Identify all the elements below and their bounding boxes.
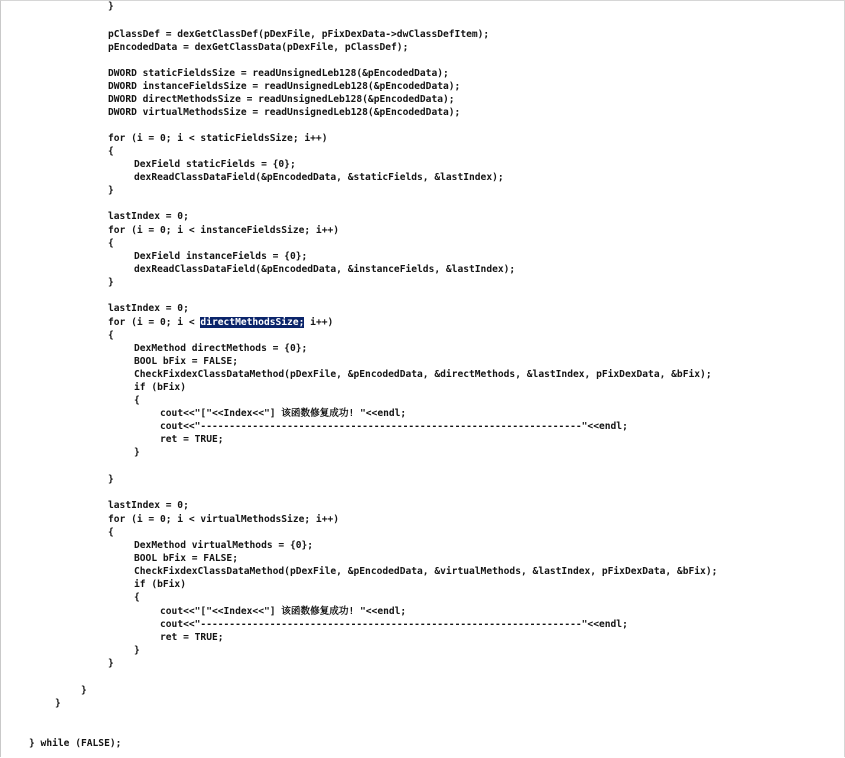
code-line: } — [108, 658, 114, 669]
code-line: { — [134, 395, 140, 406]
code-text: i++) — [304, 317, 334, 328]
code-line: } — [108, 474, 114, 485]
code-line: { — [108, 330, 114, 341]
code-line: cout<<"["<<Index<<"] 该函数修复成功! "<<endl; — [160, 606, 407, 617]
code-line: BOOL bFix = FALSE; — [134, 553, 238, 564]
code-line: DexMethod directMethods = {0}; — [134, 343, 308, 354]
code-line: lastIndex = 0; — [108, 500, 189, 511]
code-line: if (bFix) — [134, 579, 186, 590]
code-line: lastIndex = 0; — [108, 211, 189, 222]
code-line: DWORD directMethodsSize = readUnsignedLeb128(&pEncodedData); — [108, 94, 455, 105]
text-selection[interactable]: directMethodsSize; — [200, 317, 305, 328]
code-line: { — [108, 527, 114, 538]
code-area[interactable] — [1, 1, 845, 758]
code-line: cout<<"------------------------------------------------------------------"<<endl; — [160, 421, 628, 432]
code-line: for (i = 0; i < instanceFieldsSize; i++) — [108, 225, 340, 236]
code-line: } — [81, 685, 87, 696]
code-line: DexMethod virtualMethods = {0}; — [134, 540, 314, 551]
code-line: } — [134, 645, 140, 656]
code-line: CheckFixdexClassDataMethod(pDexFile, &pEncodedData, &virtualMethods, &lastIndex, pFixDexData, &bFix); — [134, 566, 718, 577]
code-line: DWORD instanceFieldsSize = readUnsignedLeb128(&pEncodedData); — [108, 81, 461, 92]
code-line: pEncodedData = dexGetClassData(pDexFile, pClassDef); — [108, 42, 409, 53]
code-line: { — [108, 146, 114, 157]
code-line: } — [108, 277, 114, 288]
code-line: DexField instanceFields = {0}; — [134, 251, 308, 262]
code-line: dexReadClassDataField(&pEncodedData, &instanceFields, &lastIndex); — [134, 264, 516, 275]
code-line: BOOL bFix = FALSE; — [134, 356, 238, 367]
code-line: DWORD virtualMethodsSize = readUnsignedLeb128(&pEncodedData); — [108, 107, 461, 118]
code-line: { — [134, 592, 140, 603]
code-line: { — [108, 238, 114, 249]
code-line: ret = TRUE; — [160, 434, 224, 445]
code-line: dexReadClassDataField(&pEncodedData, &staticFields, &lastIndex); — [134, 172, 504, 183]
code-line: cout<<"["<<Index<<"] 该函数修复成功! "<<endl; — [160, 408, 407, 419]
code-line: ret = TRUE; — [160, 632, 224, 643]
code-line: cout<<"------------------------------------------------------------------"<<endl; — [160, 619, 628, 630]
code-line: for (i = 0; i < staticFieldsSize; i++) — [108, 133, 328, 144]
code-line: } — [134, 447, 140, 458]
code-line: DWORD staticFieldsSize = readUnsignedLeb128(&pEncodedData); — [108, 68, 449, 79]
code-line: CheckFixdexClassDataMethod(pDexFile, &pEncodedData, &directMethods, &lastIndex, pFixDexData, &bFix); — [134, 369, 712, 380]
code-line: } — [108, 185, 114, 196]
code-line — [108, 317, 333, 329]
code-line: lastIndex = 0; — [108, 303, 189, 314]
code-line: if (bFix) — [134, 382, 186, 393]
code-line: DexField staticFields = {0}; — [134, 159, 296, 170]
code-line: } — [108, 1, 114, 12]
code-text: for (i = 0; i < — [108, 317, 201, 328]
code-line: for (i = 0; i < virtualMethodsSize; i++) — [108, 514, 340, 525]
code-line: } — [55, 698, 61, 709]
code-line: } while (FALSE); — [29, 738, 122, 749]
code-line: pClassDef = dexGetClassDef(pDexFile, pFixDexData->dwClassDefItem); — [108, 29, 490, 40]
